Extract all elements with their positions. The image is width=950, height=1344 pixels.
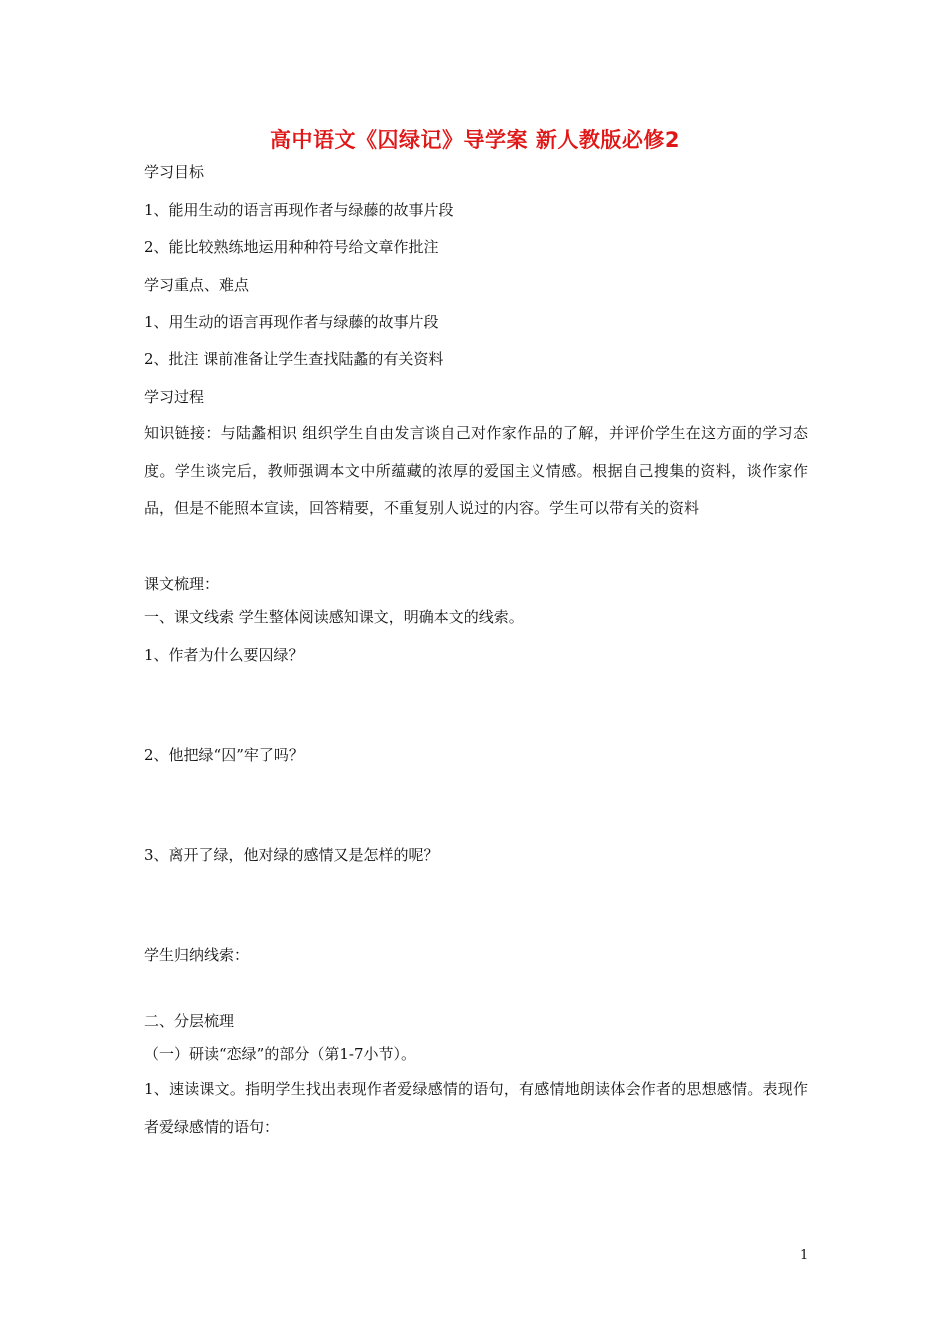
process-heading: 学习过程	[144, 388, 205, 406]
key-point-1: 1、用生动的语言再现作者与绿藤的故事片段	[144, 313, 439, 331]
key-points-heading: 学习重点、难点	[144, 276, 250, 294]
part-1-heading: （一）研读“恋绿”的部分（第1-7小节）。	[144, 1045, 416, 1063]
knowledge-link-paragraph: 知识链接：与陆蠡相识 组织学生自由发言谈自己对作家作品的了解，并评价学生在这方面的学习态度。学生谈完后，教师强调本文中所蕴藏的浓厚的爱国主义情感。根据自己搜集的资料，谈作家作品，但是不能照本宣读，回答精要，不重复别人说过的内容。学生可以带有关的资料	[144, 424, 808, 517]
goals-heading: 学习目标	[144, 163, 205, 181]
clue-section-line: 一、课文线索 学生整体阅读感知课文，明确本文的线索。	[144, 608, 524, 626]
goal-item-1: 1、能用生动的语言再现作者与绿藤的故事片段	[144, 201, 454, 219]
page-number: 1	[800, 1248, 809, 1263]
question-3: 3、离开了绿，他对绿的感情又是怎样的呢？	[144, 846, 439, 864]
key-point-2: 2、批注 课前准备让学生查找陆蠡的有关资料	[144, 350, 444, 368]
goal-item-2: 2、能比较熟练地运用种种符号给文章作批注	[144, 238, 439, 256]
page-title: 高中语文《囚绿记》导学案 新人教版必修2	[270, 128, 680, 152]
text-sorting-heading: 课文梳理：	[144, 575, 220, 593]
student-clue-line: 学生归纳线索：	[144, 946, 250, 964]
speed-reading-paragraph: 1、速读课文。指明学生找出表现作者爱绿感情的语句，有感情地朗读体会作者的思想感情。表现作者爱绿感情的语句：	[144, 1080, 808, 1136]
layer-sorting-heading: 二、分层梳理	[144, 1012, 235, 1030]
question-1: 1、作者为什么要囚绿？	[144, 646, 304, 664]
question-2: 2、他把绿“囚”牢了吗？	[144, 746, 304, 764]
